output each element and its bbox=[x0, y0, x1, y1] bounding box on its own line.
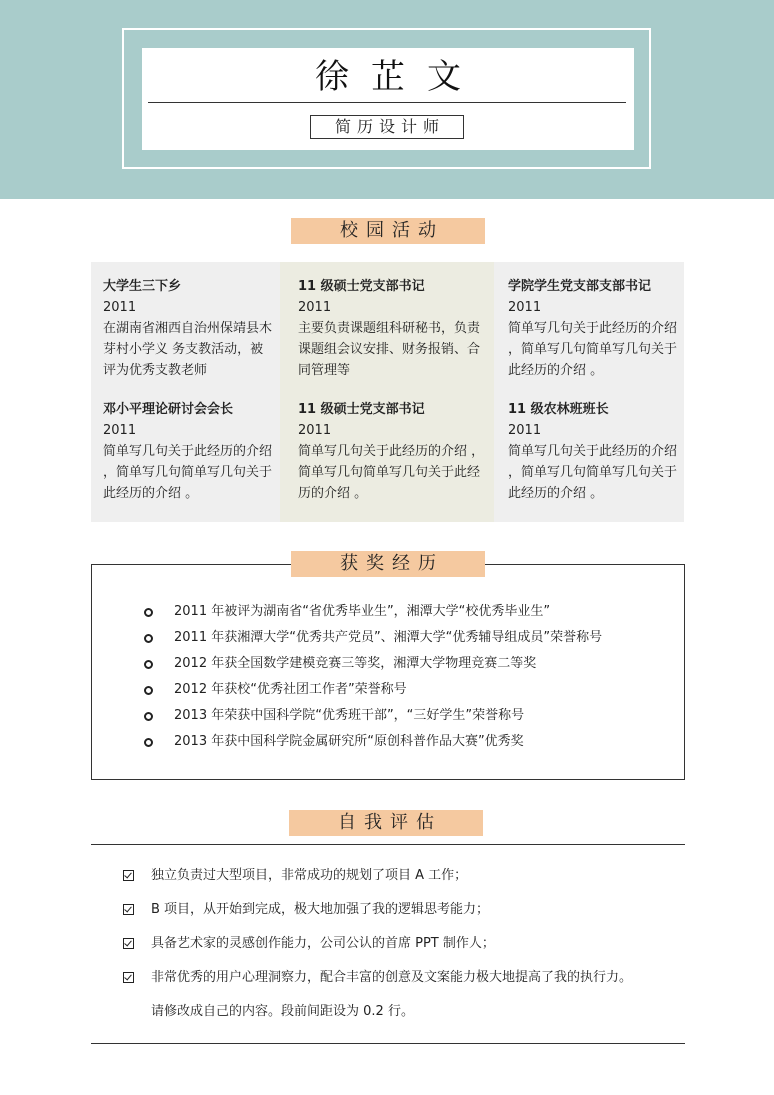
award-text: 2013 年荣获中国科学院“优秀班干部”，“三好学生”荣誉称号 bbox=[174, 708, 525, 723]
section-title-campus: 校园活动 bbox=[291, 218, 485, 244]
campus-entry-title: 邓小平理论研讨会会长 bbox=[103, 402, 234, 417]
section-title-awards: 获奖经历 bbox=[291, 551, 485, 577]
campus-entry-desc: 简单写几句关于此经历的介绍 ，简单写几句简单写几句关于此经历的介绍 。 bbox=[103, 444, 273, 501]
self-eval-text: 非常优秀的用户心理洞察力，配合丰富的创意及文案能力极大地提高了我的执行力。 bbox=[151, 970, 633, 985]
awards-list bbox=[144, 599, 602, 755]
award-text: 2013 年获中国科学院金属研究所“原创科普作品大赛”优秀奖 bbox=[174, 734, 524, 749]
self-eval-note: 请修改成自己的内容。段前间距设为 0.2 行。 bbox=[151, 1004, 414, 1019]
self-eval-top-rule bbox=[91, 844, 685, 845]
award-item bbox=[144, 677, 602, 703]
self-eval-bottom-rule bbox=[91, 1043, 685, 1044]
resume-role: 简历设计师 bbox=[310, 115, 464, 139]
campus-entry-desc: 在湖南省湘西自治州保靖县木芽村小学义 务支教活动，被评为优秀支教老师 bbox=[103, 321, 273, 378]
checkbox-checked-icon bbox=[123, 904, 134, 915]
self-eval-text: 具备艺术家的灵感创作能力，公司公认的首席 PPT 制作人； bbox=[151, 936, 495, 951]
campus-entry bbox=[298, 399, 486, 504]
campus-entry-title: 大学生三下乡 bbox=[103, 279, 182, 294]
name-divider bbox=[148, 102, 626, 103]
award-item bbox=[144, 729, 602, 755]
circle-bullet-icon bbox=[144, 686, 153, 695]
campus-entry-year: 2011 bbox=[298, 423, 332, 438]
campus-entry bbox=[103, 399, 274, 504]
campus-entry-year: 2011 bbox=[103, 423, 137, 438]
campus-column-1 bbox=[91, 262, 280, 522]
campus-entry-year: 2011 bbox=[298, 300, 332, 315]
self-eval-text: B 项目，从开始到完成，极大地加强了我的逻辑思考能力； bbox=[151, 902, 490, 917]
campus-entry-title: 学院学生党支部支部书记 bbox=[508, 279, 652, 294]
award-item bbox=[144, 651, 602, 677]
award-text: 2011 年被评为湖南省“省优秀毕业生”，湘潭大学“校优秀毕业生” bbox=[174, 604, 551, 619]
checkbox-checked-icon bbox=[123, 938, 134, 949]
award-item bbox=[144, 703, 602, 729]
award-text: 2011 年获湘潭大学“优秀共产党员”、湘潭大学“优秀辅导组成员”荣誉称号 bbox=[174, 630, 603, 645]
campus-column-2 bbox=[280, 262, 494, 522]
campus-entry-desc: 简单写几句关于此经历的介绍 ，简单写几句简单写几句关于此经历的介绍 。 bbox=[508, 444, 678, 501]
campus-activities-grid bbox=[91, 262, 684, 522]
campus-entry bbox=[508, 399, 678, 504]
campus-entry-title: 11 级农林班班长 bbox=[508, 402, 609, 417]
checkbox-checked-icon bbox=[123, 972, 134, 983]
section-title-self-eval: 自我评估 bbox=[289, 810, 483, 836]
resume-name: 徐芷文 bbox=[315, 57, 483, 97]
header-card bbox=[142, 48, 634, 150]
campus-entry-year: 2011 bbox=[508, 423, 542, 438]
campus-entry-title: 11 级硕士党支部书记 bbox=[298, 402, 425, 417]
self-eval-item bbox=[123, 966, 632, 1024]
campus-entry-year: 2011 bbox=[508, 300, 542, 315]
award-text: 2012 年获全国数学建模竞赛三等奖，湘潭大学物理竞赛二等奖 bbox=[174, 656, 537, 671]
campus-entry-desc: 简单写几句关于此经历的介绍 ，简单写几句简单写几句关于此经历的介绍 。 bbox=[508, 321, 678, 378]
campus-entry bbox=[103, 276, 274, 381]
award-item bbox=[144, 599, 602, 625]
campus-column-3 bbox=[494, 262, 684, 522]
circle-bullet-icon bbox=[144, 608, 153, 617]
campus-entry-year: 2011 bbox=[103, 300, 137, 315]
checkbox-checked-icon bbox=[123, 870, 134, 881]
awards-box bbox=[91, 564, 685, 780]
award-item bbox=[144, 625, 602, 651]
campus-entry-title: 11 级硕士党支部书记 bbox=[298, 279, 425, 294]
self-eval-text: 独立负责过大型项目，非常成功的规划了项目 A 工作； bbox=[151, 868, 468, 883]
self-eval-list bbox=[123, 864, 632, 1034]
circle-bullet-icon bbox=[144, 712, 153, 721]
campus-entry bbox=[298, 276, 486, 381]
campus-entry bbox=[508, 276, 678, 381]
campus-entry-desc: 主要负责课题组科研秘书，负责课题组会议安排、财务报销、合同管理等 bbox=[298, 321, 481, 378]
self-eval-item bbox=[123, 898, 632, 922]
campus-entry-desc: 简单写几句关于此经历的介绍 ，简单写几句简单写几句关于此经历的介绍 。 bbox=[298, 444, 485, 501]
self-eval-item bbox=[123, 864, 632, 888]
circle-bullet-icon bbox=[144, 738, 153, 747]
circle-bullet-icon bbox=[144, 660, 153, 669]
award-text: 2012 年获校“优秀社团工作者”荣誉称号 bbox=[174, 682, 407, 697]
circle-bullet-icon bbox=[144, 634, 153, 643]
self-eval-item bbox=[123, 932, 632, 956]
